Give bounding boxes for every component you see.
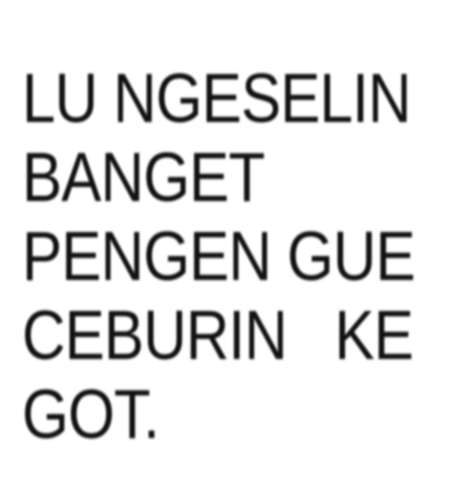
text-line-3: PENGEN GUE xyxy=(22,217,415,295)
meme-text-block xyxy=(22,59,415,454)
text-line-1: LU NGESELIN xyxy=(22,59,411,137)
text-line-5: GOT. xyxy=(22,375,160,453)
text-line-4: CEBURIN KE xyxy=(22,296,414,374)
text-line-2: BANGET xyxy=(22,138,265,216)
